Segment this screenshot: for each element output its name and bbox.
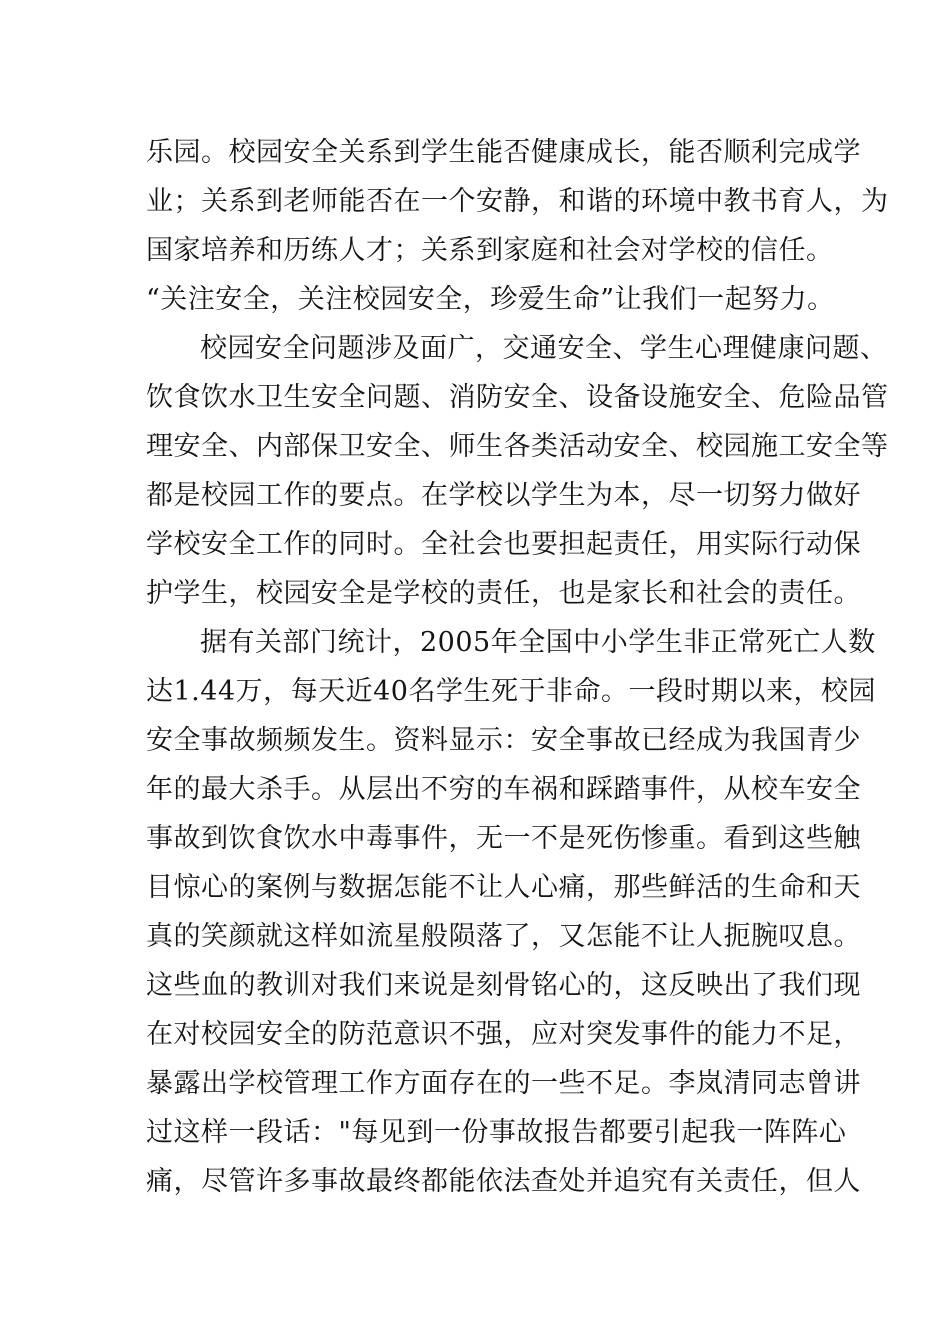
text-line: 业；关系到老师能否在一个安静，和谐的环境中教书育人，为 bbox=[146, 186, 889, 217]
paragraph-start-line: 据有关部门统计，2005年全国中小学生非正常死亡人数 bbox=[200, 627, 876, 658]
text-line: 这些血的教训对我们来说是刻骨铭心的，这反映出了我们现 bbox=[146, 970, 861, 1001]
text-line: 事故到饮食饮水中毒事件，无一不是死伤惨重。看到这些触 bbox=[146, 823, 861, 854]
text-line: 年的最大杀手。从层出不穷的车祸和踩踏事件，从校车安全 bbox=[146, 774, 861, 805]
text-line: 国家培养和历练人才；关系到家庭和社会对学校的信任。 bbox=[146, 235, 834, 266]
text-line: 都是校园工作的要点。在学校以学生为本，尽一切努力做好 bbox=[146, 480, 861, 511]
text-line: 学校安全工作的同时。全社会也要担起责任，用实际行动保 bbox=[146, 529, 861, 560]
text-line: “关注安全，关注校园安全，珍爱生命”让我们一起努力。 bbox=[146, 284, 835, 315]
text-line: 目惊心的案例与数据怎能不让人心痛，那些鲜活的生命和天 bbox=[146, 872, 861, 903]
text-line: 理安全、内部保卫安全、师生各类活动安全、校园施工安全等 bbox=[146, 431, 889, 462]
body-text bbox=[146, 128, 889, 1206]
text-line: 过这样一段话："每见到一份事故报告都要引起我一阵阵心 bbox=[146, 1117, 847, 1148]
text-line: 达1.44万，每天近40名学生死于非命。一段时期以来，校园 bbox=[146, 676, 876, 707]
text-line: 真的笑颜就这样如流星般陨落了，又怎能不让人扼腕叹息。 bbox=[146, 921, 861, 952]
text-line: 在对校园安全的防范意识不强，应对突发事件的能力不足， bbox=[146, 1019, 861, 1050]
paragraph-start-line: 校园安全问题涉及面广，交通安全、学生心理健康问题、 bbox=[200, 333, 888, 364]
text-line: 痛，尽管许多事故最终都能依法查处并追究有关责任，但人 bbox=[146, 1166, 861, 1197]
text-line: 饮食饮水卫生安全问题、消防安全、设备设施安全、危险品管 bbox=[146, 382, 889, 413]
text-line: 安全事故频频发生。资料显示：安全事故已经成为我国青少 bbox=[146, 725, 861, 756]
text-line: 护学生，校园安全是学校的责任，也是家长和社会的责任。 bbox=[146, 578, 861, 609]
text-line: 乐园。校园安全关系到学生能否健康成长，能否顺利完成学 bbox=[146, 137, 861, 168]
text-line: 暴露出学校管理工作方面存在的一些不足。李岚清同志曾讲 bbox=[146, 1068, 861, 1099]
